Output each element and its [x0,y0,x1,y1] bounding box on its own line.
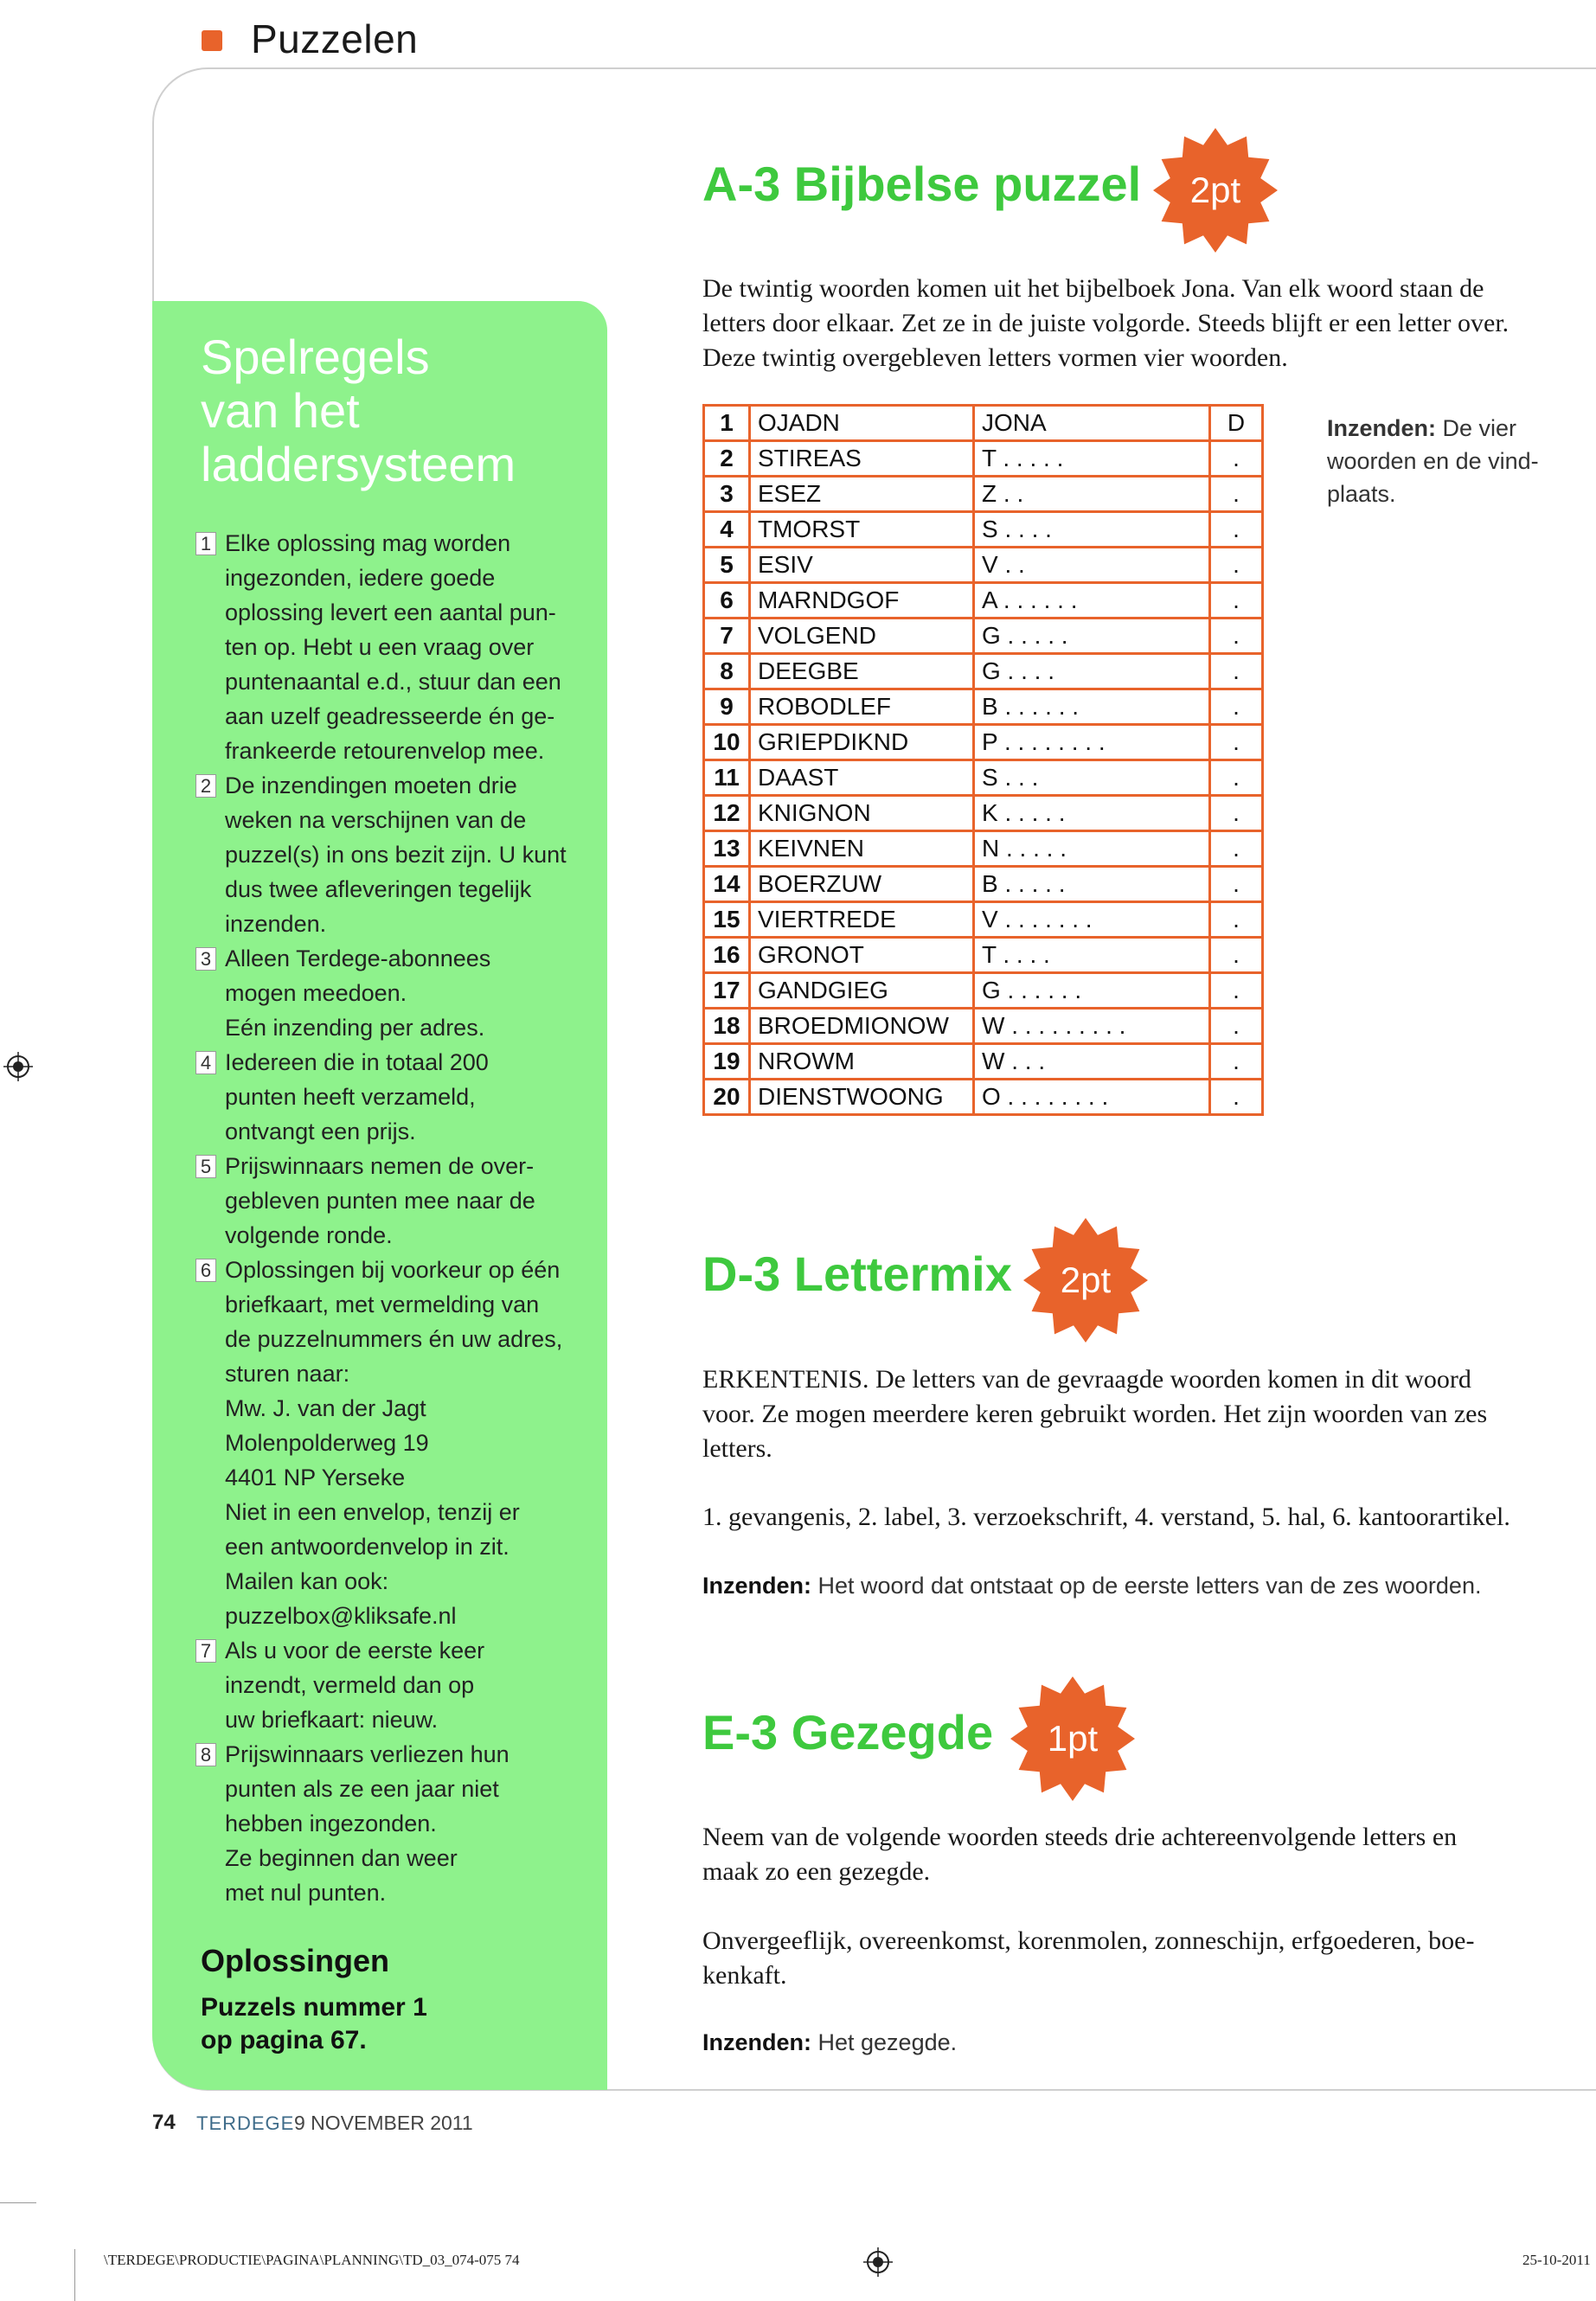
scrambled-word: BROEDMIONOW [750,1009,974,1044]
puzzle-e-inzenden: Inzenden: Het gezegde. [702,2029,958,2055]
leftover-letter: . [1210,1009,1263,1044]
table-row [704,548,1263,583]
scrambled-word: MARNDGOF [750,583,974,619]
scrambled-word: KNIGNON [750,796,974,831]
row-number: 14 [704,867,750,902]
puzzle-d-intro: ERKENTENIS. De letters van de gevraagde woorden komen in dit woord voor. Ze mogen meerdere keren gebruikt worden. Het zijn woorden van zes letters. [702,1365,1488,1463]
rule-item [195,526,602,768]
table-row [704,902,1263,938]
rule-item [195,1737,602,1910]
rule-text-line: puntenaantal e.d., stuur dan een [225,669,561,695]
table-row [704,619,1263,654]
row-number: 10 [704,725,750,760]
leftover-letter: . [1210,938,1263,973]
answer-hint: G . . . . [974,654,1210,689]
puzzle-e-title: E-3 Gezegde [702,1705,994,1759]
rule-text-line: puzzel(s) in ons bezit zijn. U kunt [225,842,567,868]
scrambled-word: ROBODLEF [750,689,974,725]
rule-text-line: volgende ronde. [225,1222,393,1248]
rule-text-line: de puzzelnummers én uw adres, [225,1326,563,1352]
row-number: 5 [704,548,750,583]
rule-text-line: ingezonden, iedere goede [225,565,496,591]
answer-hint: S . . . . [974,512,1210,548]
answer-hint: T . . . . . [974,441,1210,477]
answer-hint: A . . . . . . [974,583,1210,619]
puzzle-a-points-badge: 2pt [1151,125,1280,255]
rule-number: 2 [195,774,216,798]
section-title: Puzzelen [251,16,419,61]
publication-name: TERDEGE [196,2112,295,2134]
leftover-letter: . [1210,831,1263,867]
answer-hint: B . . . . . [974,867,1210,902]
scrambled-word: ESEZ [750,477,974,512]
answer-hint: T . . . . [974,938,1210,973]
table-row [704,477,1263,512]
puzzle-a-intro: De twintig woorden komen uit het bijbelboek Jona. Van elk woord staan de letters door elkaar. Zet ze in de juiste volgorde. Steeds blijft er een letter over. Deze twintig overgebleven letters vormen vier woorden. [702,274,1509,372]
rule-text-line: inzenden. [225,911,327,937]
table-row [704,512,1263,548]
issue-date: 9 NOVEMBER 2011 [294,2112,473,2134]
scrambled-word: DEEGBE [750,654,974,689]
slug-file-path: \TERDEGE\PRODUCTIE\PAGINA\PLANNING\TD_03_074-075 74 [104,2252,520,2268]
leftover-letter: . [1210,619,1263,654]
rule-text-line: Als u voor de eerste keer [225,1638,485,1663]
rule-text-line: Niet in een envelop, tenzij er [225,1499,520,1525]
rule-text-line: aan uzelf geadresseerde én ge- [225,703,555,729]
rule-text-line: een antwoordenvelop in zit. [225,1534,510,1560]
rule-item [195,768,602,941]
row-number: 2 [704,441,750,477]
answer-hint: W . . . [974,1044,1210,1080]
answer-hint: B . . . . . . [974,689,1210,725]
answer-hint: P . . . . . . . . [974,725,1210,760]
rule-item [195,1633,602,1737]
rule-text-line: frankeerde retourenvelop mee. [225,738,545,764]
section-marker [202,30,222,51]
leftover-letter: . [1210,654,1263,689]
puzzle-d-clues: 1. gevangenis, 2. label, 3. verzoekschrift, 4. verstand, 5. hal, 6. kantoorartikel. [702,1503,1510,1531]
rule-text-line: Mw. J. van der Jagt [225,1395,426,1421]
scrambled-word: VIERTREDE [750,902,974,938]
rule-number: 8 [195,1743,216,1766]
rule-item [195,1045,602,1149]
rule-text-line: punten heeft verzameld, [225,1084,476,1110]
rule-number: 7 [195,1639,216,1663]
table-row [704,938,1263,973]
rule-number: 4 [195,1051,216,1074]
scrambled-word: DAAST [750,760,974,796]
table-row [704,1080,1263,1115]
answer-hint: O . . . . . . . . [974,1080,1210,1115]
answer-hint: N . . . . . [974,831,1210,867]
leftover-letter: . [1210,512,1263,548]
answer-hint: V . . [974,548,1210,583]
puzzle-e-intro: Neem van de volgende woorden steeds drie achtereenvolgende letters en maak zo een gezegde. [702,1823,1458,1886]
rule-number: 1 [195,532,216,555]
rule-text-line: ten op. Hebt u een vraag over [225,634,535,660]
sidebar-heading: Spelregels van het laddersysteem [201,330,516,491]
rule-text-line: hebben ingezonden. [225,1811,437,1836]
scrambled-word: GRONOT [750,938,974,973]
rules-list [195,526,602,1910]
rule-text-line: Mailen kan ook: [225,1568,389,1594]
puzzle-d-points-badge: 2pt [1021,1215,1151,1345]
rule-text-line: inzendt, vermeld dan op [225,1672,475,1698]
solutions-title: Oplossingen [201,1943,390,1978]
table-row [704,689,1263,725]
leftover-letter: . [1210,548,1263,583]
row-number: 16 [704,938,750,973]
rule-text-line: Prijswinnaars nemen de over- [225,1153,535,1179]
answer-hint: K . . . . . [974,796,1210,831]
rule-text-line: dus twee afleveringen tegelijk [225,876,532,902]
row-number: 19 [704,1044,750,1080]
leftover-letter: . [1210,689,1263,725]
leftover-letter: . [1210,477,1263,512]
row-number: 18 [704,1009,750,1044]
row-number: 11 [704,760,750,796]
scrambled-word: NROWM [750,1044,974,1080]
rule-text-line: Eén inzending per adres. [225,1015,485,1041]
rule-text-line: mogen meedoen. [225,980,407,1006]
rule-text-line: gebleven punten mee naar de [225,1188,535,1214]
row-number: 8 [704,654,750,689]
table-row [704,441,1263,477]
table-row [704,831,1263,867]
table-row [704,1044,1263,1080]
answer-hint: JONA [974,406,1210,441]
slug-date: 25-10-2011 [1522,2252,1591,2268]
scrambled-word: KEIVNEN [750,831,974,867]
answer-hint: G . . . . . [974,619,1210,654]
scrambled-word: OJADN [750,406,974,441]
scrambled-word: BOERZUW [750,867,974,902]
rule-item [195,1149,602,1253]
table-row [704,973,1263,1009]
rule-text-line: Ze beginnen dan weer [225,1845,458,1871]
rule-text-line: Oplossingen bij voorkeur op één [225,1257,561,1283]
rule-text-line: met nul punten. [225,1880,387,1906]
rule-text-line: Elke oplossing mag worden [225,530,511,556]
puzzle-e-points-badge: 1pt [1008,1674,1138,1804]
rule-text-line: punten als ze een jaar niet [225,1776,499,1802]
table-row [704,654,1263,689]
scrambled-word: VOLGEND [750,619,974,654]
scrambled-word: STIREAS [750,441,974,477]
rule-text-line: De inzendingen moeten drie [225,772,517,798]
leftover-letter: D [1210,406,1263,441]
puzzle-a-word-table [702,404,1264,1116]
rule-text-line: Molenpolderweg 19 [225,1430,429,1456]
table-row [704,796,1263,831]
row-number: 17 [704,973,750,1009]
leftover-letter: . [1210,583,1263,619]
leftover-letter: . [1210,725,1263,760]
scrambled-word: DIENSTWOONG [750,1080,974,1115]
page-number: 74 [152,2111,176,2134]
leftover-letter: . [1210,441,1263,477]
leftover-letter: . [1210,760,1263,796]
rule-text-line: puzzelbox@kliksafe.nl [225,1603,457,1629]
row-number: 3 [704,477,750,512]
rule-number: 6 [195,1259,216,1282]
scrambled-word: TMORST [750,512,974,548]
row-number: 4 [704,512,750,548]
row-number: 1 [704,406,750,441]
crop-mark [0,2202,36,2203]
puzzle-d-title: D-3 Lettermix [702,1247,1012,1301]
leftover-letter: . [1210,796,1263,831]
row-number: 15 [704,902,750,938]
rule-text-line: ontvangt een prijs. [225,1118,416,1144]
registration-mark-icon [863,2247,893,2277]
rule-text-line: oplossing levert een aantal pun- [225,599,556,625]
rule-text-line: Iedereen die in totaal 200 [225,1049,489,1075]
row-number: 7 [704,619,750,654]
row-number: 13 [704,831,750,867]
rule-text-line: briefkaart, met vermelding van [225,1292,540,1317]
rule-text-line: Prijswinnaars verliezen hun [225,1741,510,1767]
answer-hint: V . . . . . . . [974,902,1210,938]
puzzle-d-inzenden: Inzenden: Het woord dat ontstaat op de eerste letters van de zes woorden. [702,1573,1482,1599]
row-number: 6 [704,583,750,619]
table-row [704,583,1263,619]
registration-mark-icon [3,1052,33,1081]
rule-item [195,941,602,1045]
leftover-letter: . [1210,1044,1263,1080]
puzzle-e-words: Onvergeeflijk, overeenkomst, korenmolen, zonneschijn, erfgoederen, boe- kenkaft. [702,1926,1475,1990]
answer-hint: W . . . . . . . . . [974,1009,1210,1044]
scrambled-word: GANDGIEG [750,973,974,1009]
table-row [704,760,1263,796]
rule-text-line: weken na verschijnen van de [225,807,527,833]
solutions-text: Puzzels nummer 1 op pagina 67. [201,1993,427,2054]
table-row [704,867,1263,902]
rule-number: 5 [195,1155,216,1178]
rule-text-line: uw briefkaart: nieuw. [225,1707,439,1733]
table-row [704,1009,1263,1044]
row-number: 9 [704,689,750,725]
scrambled-word: ESIV [750,548,974,583]
row-number: 20 [704,1080,750,1115]
table-row [704,725,1263,760]
rule-text-line: Alleen Terdege-abonnees [225,945,491,971]
leftover-letter: . [1210,973,1263,1009]
rule-item [195,1253,602,1633]
rule-text-line: sturen naar: [225,1361,350,1387]
crop-mark [74,2249,75,2301]
rule-text-line: 4401 NP Yerseke [225,1465,406,1490]
leftover-letter: . [1210,1080,1263,1115]
leftover-letter: . [1210,867,1263,902]
scrambled-word: GRIEPDIKND [750,725,974,760]
rule-number: 3 [195,947,216,971]
row-number: 12 [704,796,750,831]
answer-hint: S . . . [974,760,1210,796]
leftover-letter: . [1210,902,1263,938]
puzzle-a-title: A-3 Bijbelse puzzel [702,157,1142,211]
answer-hint: G . . . . . . [974,973,1210,1009]
answer-hint: Z . . [974,477,1210,512]
puzzle-a-inzenden: Inzenden: De vier woorden en de vind- plaats. [1327,415,1539,507]
table-row [704,406,1263,441]
